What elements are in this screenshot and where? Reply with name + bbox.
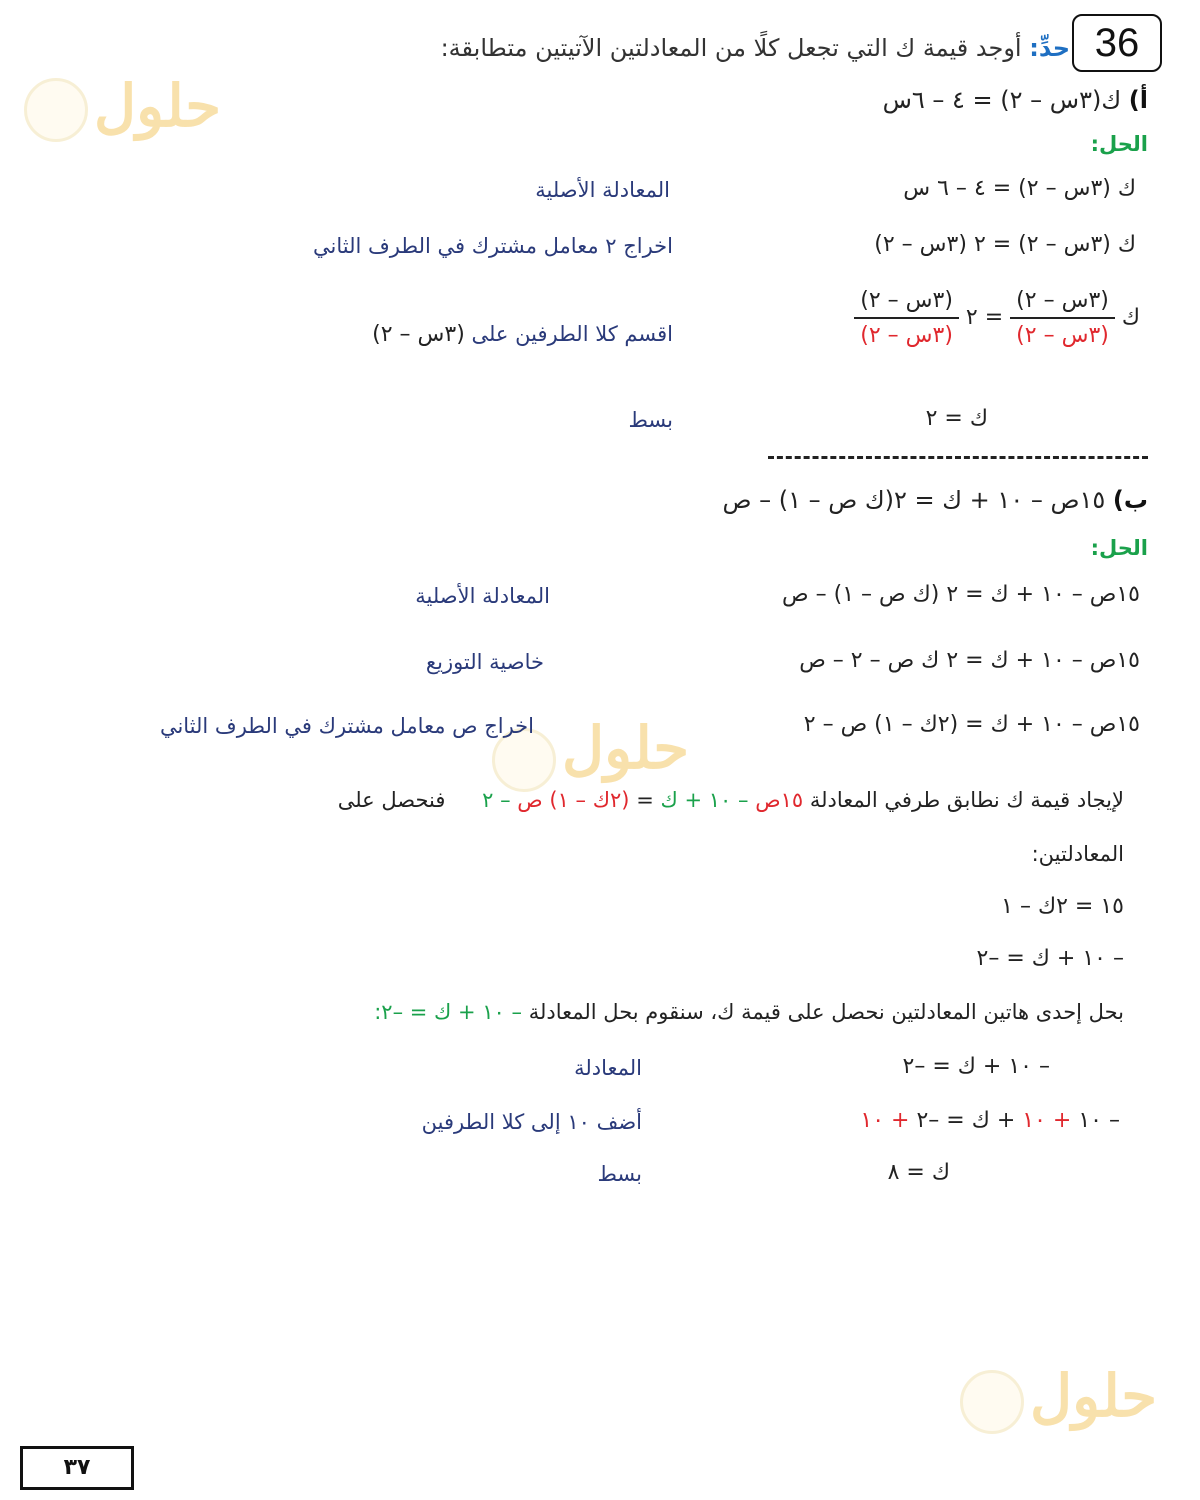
question-header xyxy=(441,34,1070,62)
fraction-left xyxy=(1010,288,1115,348)
match-text-1: لإيجاد قيمة ك نطابق طرفي المعادلة xyxy=(809,788,1124,812)
final-row-2-math xyxy=(860,1108,1120,1133)
part-a-heading xyxy=(883,86,1148,114)
part-a-row-1-label: المعادلة الأصلية xyxy=(535,178,670,202)
fraction-left-denominator: (٣س – ٢) xyxy=(1016,323,1109,348)
coefficient-two: ٢ xyxy=(965,305,978,330)
match-eq-y: ص xyxy=(517,788,543,812)
fraction-right-denominator: (٣س – ٢) xyxy=(860,323,953,348)
part-b-row-3-math: ١٥ص – ١٠ + ك = (٢ك – ١) ص – ٢ xyxy=(803,712,1140,737)
page-number: ٣٧ xyxy=(20,1446,134,1490)
final-row-2-minus-ten: – ١٠ xyxy=(1078,1108,1120,1133)
watermark-bottom-right xyxy=(960,1362,1190,1434)
fraction-bar xyxy=(854,317,959,319)
part-a-row-3-label xyxy=(372,322,673,347)
match-text-3: المعادلتين: xyxy=(1031,842,1124,866)
watermark-text: حلول xyxy=(94,72,222,140)
solve-text: بحل إحدى هاتين المعادلتين نحصل على قيمة ك، سنقوم بحل المعادلة xyxy=(528,1000,1124,1024)
final-row-1-math: – ١٠ + ك = –٢ xyxy=(902,1054,1050,1079)
match-eq-const: – ١٠ + ك xyxy=(660,788,749,812)
fraction-right xyxy=(854,288,959,348)
section-divider xyxy=(768,456,1148,459)
question-number: 36 xyxy=(1072,14,1162,72)
part-a-row-4-math: ك = ٢ xyxy=(925,406,988,431)
equation-green: – ١٠ + ك = –٢ xyxy=(976,946,1124,971)
part-a-row-2-label: اخراج ٢ معامل مشترك في الطرف الثاني xyxy=(313,234,673,258)
part-b-row-1-math: ١٥ص – ١٠ + ك = ٢ (ك ص – ١) – ص xyxy=(782,582,1140,607)
match-eq-15y: ١٥ص xyxy=(755,788,804,812)
final-row-3-math: ك = ٨ xyxy=(887,1160,950,1185)
part-a-letter: أ) xyxy=(1128,86,1148,114)
final-row-2-plus-ten-right: + ١٠ xyxy=(860,1108,910,1133)
part-a-row-3-math xyxy=(854,288,1140,348)
match-eq-coef: (٢ك – ١) xyxy=(549,788,630,812)
part-a-row-4-label: بسط xyxy=(628,408,673,432)
watermark-text: حلول xyxy=(1030,1362,1158,1430)
watermark-logo-icon xyxy=(24,78,88,142)
watermark-logo-icon xyxy=(960,1370,1024,1434)
final-row-3-label: بسط xyxy=(597,1162,642,1186)
divide-label: اقسم كلا الطرفين على xyxy=(471,322,673,346)
part-b-solution-label: الحل: xyxy=(1090,536,1148,560)
part-b-row-1-label: المعادلة الأصلية xyxy=(415,584,550,608)
fraction-right-numerator: (٣س – ٢) xyxy=(860,288,953,313)
equals-sign: = xyxy=(984,305,1004,330)
part-a-row-2-math: ك (٣س – ٢) = ٢ (٣س – ٢) xyxy=(874,232,1136,257)
part-a-row-1-math: ك (٣س – ٢) = ٤ – ٦ س xyxy=(903,176,1136,201)
part-b-row-2-label: خاصية التوزيع xyxy=(425,650,544,674)
match-eq-minus-two: – ٢ xyxy=(482,788,511,812)
fraction-left-numerator: (٣س – ٢) xyxy=(1016,288,1109,313)
k-symbol: ك xyxy=(1121,305,1140,330)
part-b-row-2-math: ١٥ص – ١٠ + ك = ٢ ك ص – ٢ – ص xyxy=(799,648,1140,673)
part-b-row-3-label: اخراج ص معامل مشترك في الطرف الثاني xyxy=(159,714,534,738)
final-row-2-label: أضف ١٠ إلى كلا الطرفين xyxy=(421,1110,642,1134)
equation-red: ١٥ = ٢ك – ١ xyxy=(1001,894,1124,919)
match-eq-equals: = xyxy=(636,788,654,812)
part-b-equation: ١٥ص – ١٠ + ك = ٢(ك ص – ١) – ص xyxy=(722,486,1106,514)
final-row-1-label: المعادلة xyxy=(574,1056,642,1080)
header-prefix: حدِّ: xyxy=(1029,34,1070,62)
final-row-2-plus-ten-left: + ١٠ xyxy=(1022,1108,1072,1133)
fraction-bar xyxy=(1010,317,1115,319)
watermark-top-left xyxy=(24,72,254,144)
solve-equation: – ١٠ + ك = –٢: xyxy=(374,1000,523,1024)
match-sentence xyxy=(338,788,1124,812)
watermark-text: حلول xyxy=(562,714,690,782)
final-row-2-rest: + ك = –٢ xyxy=(916,1108,1016,1133)
part-a-solution-label: الحل: xyxy=(1090,132,1148,156)
match-text-2: فنحصل على xyxy=(337,788,446,812)
solve-sentence xyxy=(374,1000,1124,1024)
header-text: أوجد قيمة ك التي تجعل كلًا من المعادلتين الآتيتين متطابقة: xyxy=(440,34,1022,62)
part-b-heading xyxy=(722,486,1148,514)
part-a-equation: ك(٣س – ٢) = ٤ – ٦س xyxy=(882,86,1122,114)
part-b-letter: ب) xyxy=(1112,486,1148,514)
divide-label-math: (٣س – ٢) xyxy=(372,322,465,347)
